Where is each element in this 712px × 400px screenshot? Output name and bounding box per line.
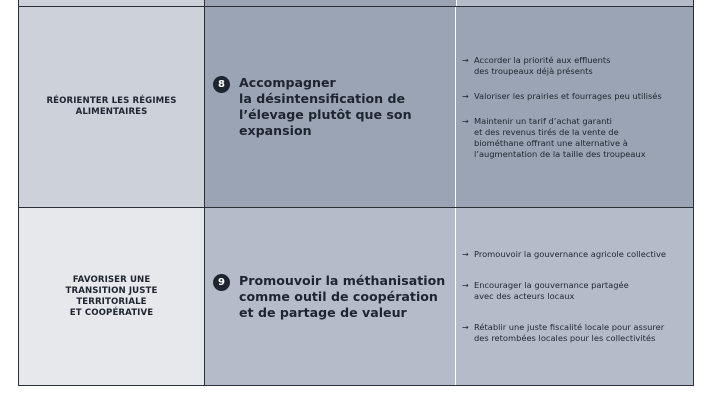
measure — [213, 75, 412, 139]
theme-cell — [19, 7, 204, 207]
action-text: Rétablir une juste fiscalité locale pour assurer des retombées locales pour les collectivités — [474, 322, 665, 343]
arrow-right-icon: → — [462, 55, 469, 65]
action-text: Promouvoir la gouvernance agricole collective — [474, 249, 666, 259]
list-item — [462, 116, 689, 160]
actions-cell — [456, 7, 693, 207]
action-text: Valoriser les prairies et fourrages peu utilisés — [474, 90, 662, 101]
action-text: Encourager la gouvernance partagée avec des acteurs locaux — [474, 280, 629, 301]
theme-label: RÉORIENTER LES RÉGIMES ALIMENTAIRES — [46, 96, 177, 117]
list-item — [462, 91, 689, 102]
arrow-right-icon: → — [462, 250, 469, 259]
measure-cell — [204, 208, 456, 385]
theme-label: FAVORISER UNE TRANSITION JUSTE TERRITORIALE ET COOPÉRATIVE — [65, 274, 158, 318]
arrow-right-icon: → — [462, 91, 469, 101]
action-text: Accorder la priorité aux effluents des troupeaux déjà présents — [474, 54, 611, 76]
arrow-right-icon: → — [462, 281, 469, 290]
list-item — [462, 55, 689, 77]
measure — [213, 273, 445, 321]
action-text: Maintenir un tarif d’achat garanti et des revenus tirés de la vente de biométhane offrant une alternative à l’augmentation de la taille des troupeaux — [474, 115, 646, 159]
arrow-right-icon: → — [462, 116, 469, 126]
table-row — [18, 208, 694, 386]
list-item — [462, 280, 689, 302]
actions-cell — [456, 208, 693, 385]
list-item — [462, 249, 689, 260]
measures-table — [18, 0, 694, 386]
measure-title: Promouvoir la méthanisation comme outil de coopération et de partage de valeur — [239, 272, 446, 320]
list-item — [462, 322, 689, 344]
theme-cell — [19, 208, 204, 385]
arrow-right-icon: → — [462, 323, 469, 332]
measure-number-badge: 9 — [213, 274, 230, 291]
measure-title: Accompagner la désintensification de l’élevage plutôt que son expansion — [239, 75, 412, 138]
table-row — [18, 6, 694, 208]
measure-number-badge: 8 — [213, 76, 230, 93]
measure-cell — [204, 7, 456, 207]
